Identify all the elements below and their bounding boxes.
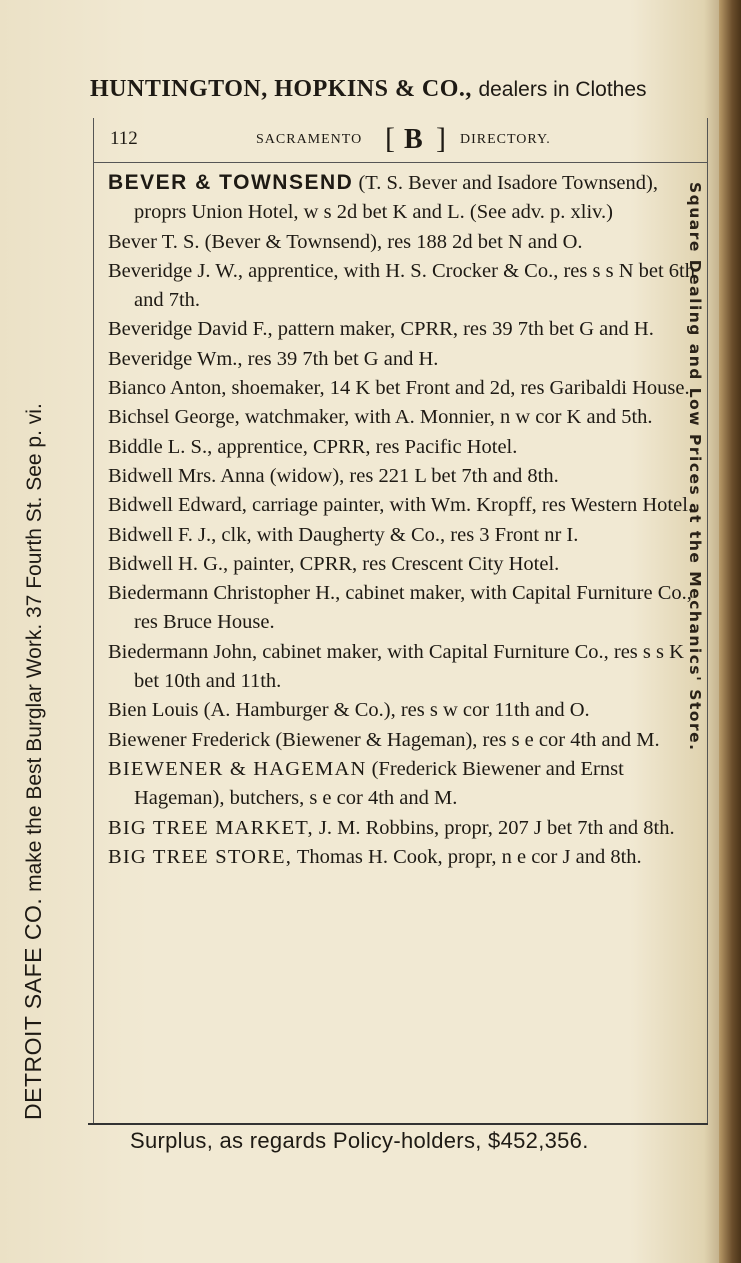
entry-text: Bidwell F. J., clk, with Daugherty & Co., res 3 Front nr I. bbox=[108, 523, 579, 546]
entry-text: J. M. Robbins, propr, 207 J bet 7th and 8th. bbox=[313, 816, 675, 839]
directory-entry bbox=[108, 462, 698, 491]
directory-entry bbox=[108, 403, 698, 432]
directory-entry bbox=[108, 168, 698, 228]
top-ad-company: HUNTINGTON, HOPKINS & CO., bbox=[90, 76, 472, 102]
entry-text: (Frederick Biewener and Ernst Hageman), butchers, s e cor 4th and M. bbox=[134, 757, 624, 810]
left-ad-rest: make the Best Burglar Work. 37 Fourth St. See p. vi. bbox=[23, 403, 46, 892]
header-rule bbox=[93, 162, 708, 163]
header-city: SACRAMENTO bbox=[256, 132, 363, 147]
directory-entry bbox=[108, 550, 698, 579]
entry-name: BEVER & TOWNSEND bbox=[108, 171, 354, 194]
directory-entry bbox=[108, 843, 698, 872]
right-margin-advertisement: Square Dealing and Low Prices at the Mechanics' Store. bbox=[686, 182, 704, 752]
entry-text: Beveridge David F., pattern maker, CPRR, res 39 7th bet G and H. bbox=[108, 318, 654, 341]
directory-entry bbox=[108, 257, 698, 316]
directory-entry bbox=[108, 726, 698, 755]
entry-text: Beveridge J. W., apprentice, with H. S. Crocker & Co., res s s N bet 6th and 7th. bbox=[108, 259, 696, 312]
left-border-rule bbox=[93, 118, 94, 1123]
entry-text: Thomas H. Cook, propr, n e cor J and 8th. bbox=[292, 845, 642, 868]
directory-entry bbox=[108, 491, 698, 520]
book-spine bbox=[719, 0, 741, 1263]
directory-entry bbox=[108, 228, 698, 257]
directory-entry bbox=[108, 315, 698, 344]
header-letter: B bbox=[404, 124, 423, 155]
directory-entry bbox=[108, 755, 698, 814]
directory-entry bbox=[108, 638, 698, 697]
entry-text: Bien Louis (A. Hamburger & Co.), res s w cor 11th and O. bbox=[108, 699, 590, 722]
top-advertisement bbox=[90, 76, 720, 103]
running-header bbox=[108, 124, 698, 158]
entry-text: Biedermann John, cabinet maker, with Capital Furniture Co., res s s K bet 10th and 11th. bbox=[108, 640, 684, 693]
entry-text: (T. S. Bever and Isadore Townsend), proprs Union Hotel, w s 2d bet K and L. (See adv. p. xliv.) bbox=[134, 172, 658, 224]
left-ad-company: DETROIT SAFE CO. bbox=[20, 897, 46, 1120]
entry-text: Bidwell Mrs. Anna (widow), res 221 L bet 7th and 8th. bbox=[108, 464, 559, 487]
right-border-rule bbox=[707, 118, 708, 1123]
directory-entry bbox=[108, 521, 698, 550]
directory-entry bbox=[108, 345, 698, 374]
bottom-rule bbox=[88, 1123, 708, 1125]
directory-entry bbox=[108, 433, 698, 462]
page-number: 112 bbox=[110, 128, 138, 149]
header-directory: DIRECTORY. bbox=[460, 132, 551, 147]
footer-advertisement: Surplus, as regards Policy-holders, $452,356. bbox=[130, 1128, 589, 1153]
entry-text: Bichsel George, watchmaker, with A. Monnier, n w cor K and 5th. bbox=[108, 406, 653, 429]
entry-text: Beveridge Wm., res 39 7th bet G and H. bbox=[108, 347, 439, 370]
entry-text: Bianco Anton, shoemaker, 14 K bet Front and 2d, res Garibaldi House. bbox=[108, 377, 690, 400]
directory-entry bbox=[108, 814, 698, 843]
entry-text: Biewener Frederick (Biewener & Hageman), res s e cor 4th and M. bbox=[108, 728, 660, 751]
entry-name: BIG TREE MARKET, bbox=[108, 816, 314, 839]
entry-name: BIG TREE STORE, bbox=[108, 845, 293, 868]
header-bracket-right: ] bbox=[436, 122, 446, 155]
header-bracket-left: [ bbox=[385, 122, 395, 155]
entry-text: Biddle L. S., apprentice, CPRR, res Pacific Hotel. bbox=[108, 435, 518, 458]
directory-entry bbox=[108, 374, 698, 403]
entry-name: BIEWENER & HAGEMAN bbox=[108, 757, 367, 780]
directory-entries bbox=[108, 168, 698, 872]
entry-text: Bidwell Edward, carriage painter, with Wm. Kropff, res Western Hotel. bbox=[108, 494, 694, 517]
entry-text: Bidwell H. G., painter, CPRR, res Crescent City Hotel. bbox=[108, 552, 560, 575]
top-ad-tail: dealers in Clothes bbox=[478, 78, 647, 101]
entry-text: Bever T. S. (Bever & Townsend), res 188 2d bet N and O. bbox=[108, 230, 583, 253]
directory-entry bbox=[108, 696, 698, 725]
directory-entry bbox=[108, 579, 698, 638]
entry-text: Biedermann Christopher H., cabinet maker, with Capital Furniture Co., res Bruce House. bbox=[108, 582, 692, 634]
left-margin-advertisement bbox=[20, 110, 47, 1120]
